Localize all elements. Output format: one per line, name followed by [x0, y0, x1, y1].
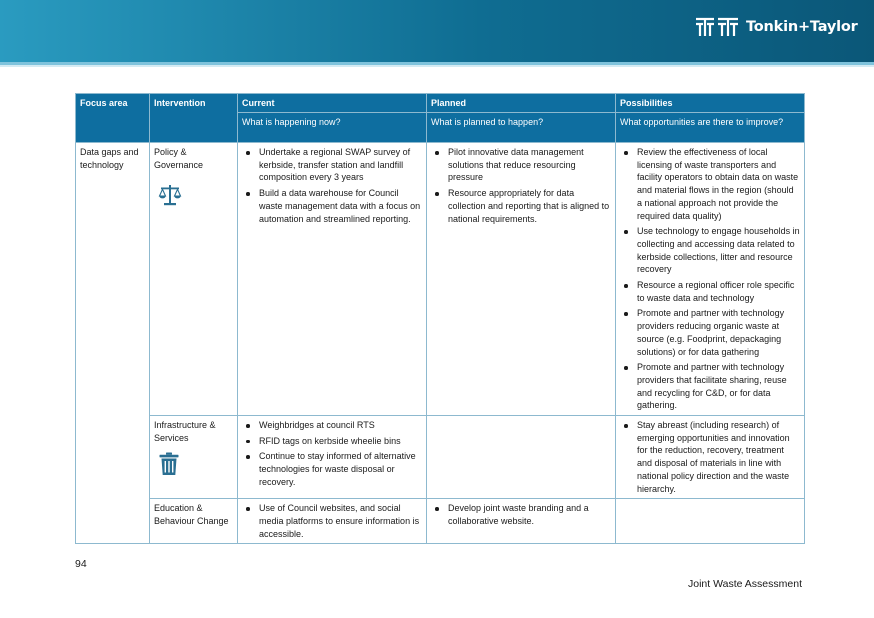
- subheader-planned: What is planned to happen?: [427, 113, 616, 143]
- list-item: Review the effectiveness of local licensing of waste transporters and facility operators to obtain data on waste and material flows in the region (should a national approach not provide the required data quality): [620, 146, 800, 222]
- column-header-current: Current: [238, 94, 427, 113]
- trash-bin-icon: [158, 452, 180, 476]
- current-cell: [238, 416, 427, 499]
- assessment-table: [75, 93, 805, 544]
- focus-area-cell: Data gaps and technology: [76, 143, 150, 544]
- possibilities-cell: [616, 416, 805, 499]
- possibilities-cell: [616, 143, 805, 416]
- planned-cell: [427, 499, 616, 544]
- intervention-label: Infrastructure & Services: [154, 420, 216, 443]
- tt-logo-mark-icon: [694, 16, 740, 38]
- list-item: Use of Council websites, and social media platforms to ensure information is accessible.: [242, 502, 422, 540]
- document-title: Joint Waste Assessment: [688, 578, 802, 590]
- list-item: Undertake a regional SWAP survey of kerbside, transfer station and landfill composition every 3 years: [242, 146, 422, 184]
- header-divider-light: [0, 65, 874, 67]
- list-item: Resource appropriately for data collection and reporting that is aligned to national requirements.: [431, 187, 611, 225]
- scales-icon: [158, 183, 182, 207]
- table-row: [76, 499, 805, 544]
- current-cell: [238, 499, 427, 544]
- column-header-focus-area: Focus area: [76, 94, 150, 143]
- planned-cell: [427, 416, 616, 499]
- list-item: Continue to stay informed of alternative technologies for waste disposal or recovery.: [242, 450, 422, 488]
- brand-name: Tonkin+Taylor: [746, 19, 858, 35]
- list-item: RFID tags on kerbside wheelie bins: [242, 435, 422, 448]
- intervention-label: Education & Behaviour Change: [154, 503, 229, 526]
- list-item: Promote and partner with technology providers that facilitate sharing, reuse and recycling for C&D, or for data gathering.: [620, 361, 800, 412]
- possibilities-cell: [616, 499, 805, 544]
- page-number: 94: [75, 558, 87, 570]
- list-item: Stay abreast (including research) of emerging opportunities and innovation for the reduction, recovery, treatment and disposal of materials in line with national policy direction and the waste hierarchy.: [620, 419, 800, 495]
- list-item: Weighbridges at council RTS: [242, 419, 422, 432]
- column-header-planned: Planned: [427, 94, 616, 113]
- planned-cell: [427, 143, 616, 416]
- list-item: Build a data warehouse for Council waste management data with a focus on automation and streamlined reporting.: [242, 187, 422, 225]
- table-row: [76, 143, 805, 416]
- list-item: Develop joint waste branding and a collaborative website.: [431, 502, 611, 527]
- column-header-intervention: Intervention: [150, 94, 238, 143]
- list-item: Promote and partner with technology providers reducing organic waste at source (e.g. Foodprint, depackaging solutions) or for data gathering: [620, 307, 800, 358]
- list-item: Pilot innovative data management solutions that reduce resourcing pressure: [431, 146, 611, 184]
- list-item: Resource a regional officer role specific to waste data and technology: [620, 279, 800, 304]
- intervention-label: Policy & Governance: [154, 147, 204, 170]
- intervention-cell: [150, 499, 238, 544]
- table-row: [76, 416, 805, 499]
- subheader-possibilities: What opportunities are there to improve?: [616, 113, 805, 143]
- current-cell: [238, 143, 427, 416]
- intervention-cell: [150, 143, 238, 416]
- intervention-cell: [150, 416, 238, 499]
- subheader-current: What is happening now?: [238, 113, 427, 143]
- brand-logo: [694, 15, 858, 39]
- column-header-possibilities: Possibilities: [616, 94, 805, 113]
- list-item: Use technology to engage households in collecting and accessing data related to kerbside collections, litter and resource recovery: [620, 225, 800, 276]
